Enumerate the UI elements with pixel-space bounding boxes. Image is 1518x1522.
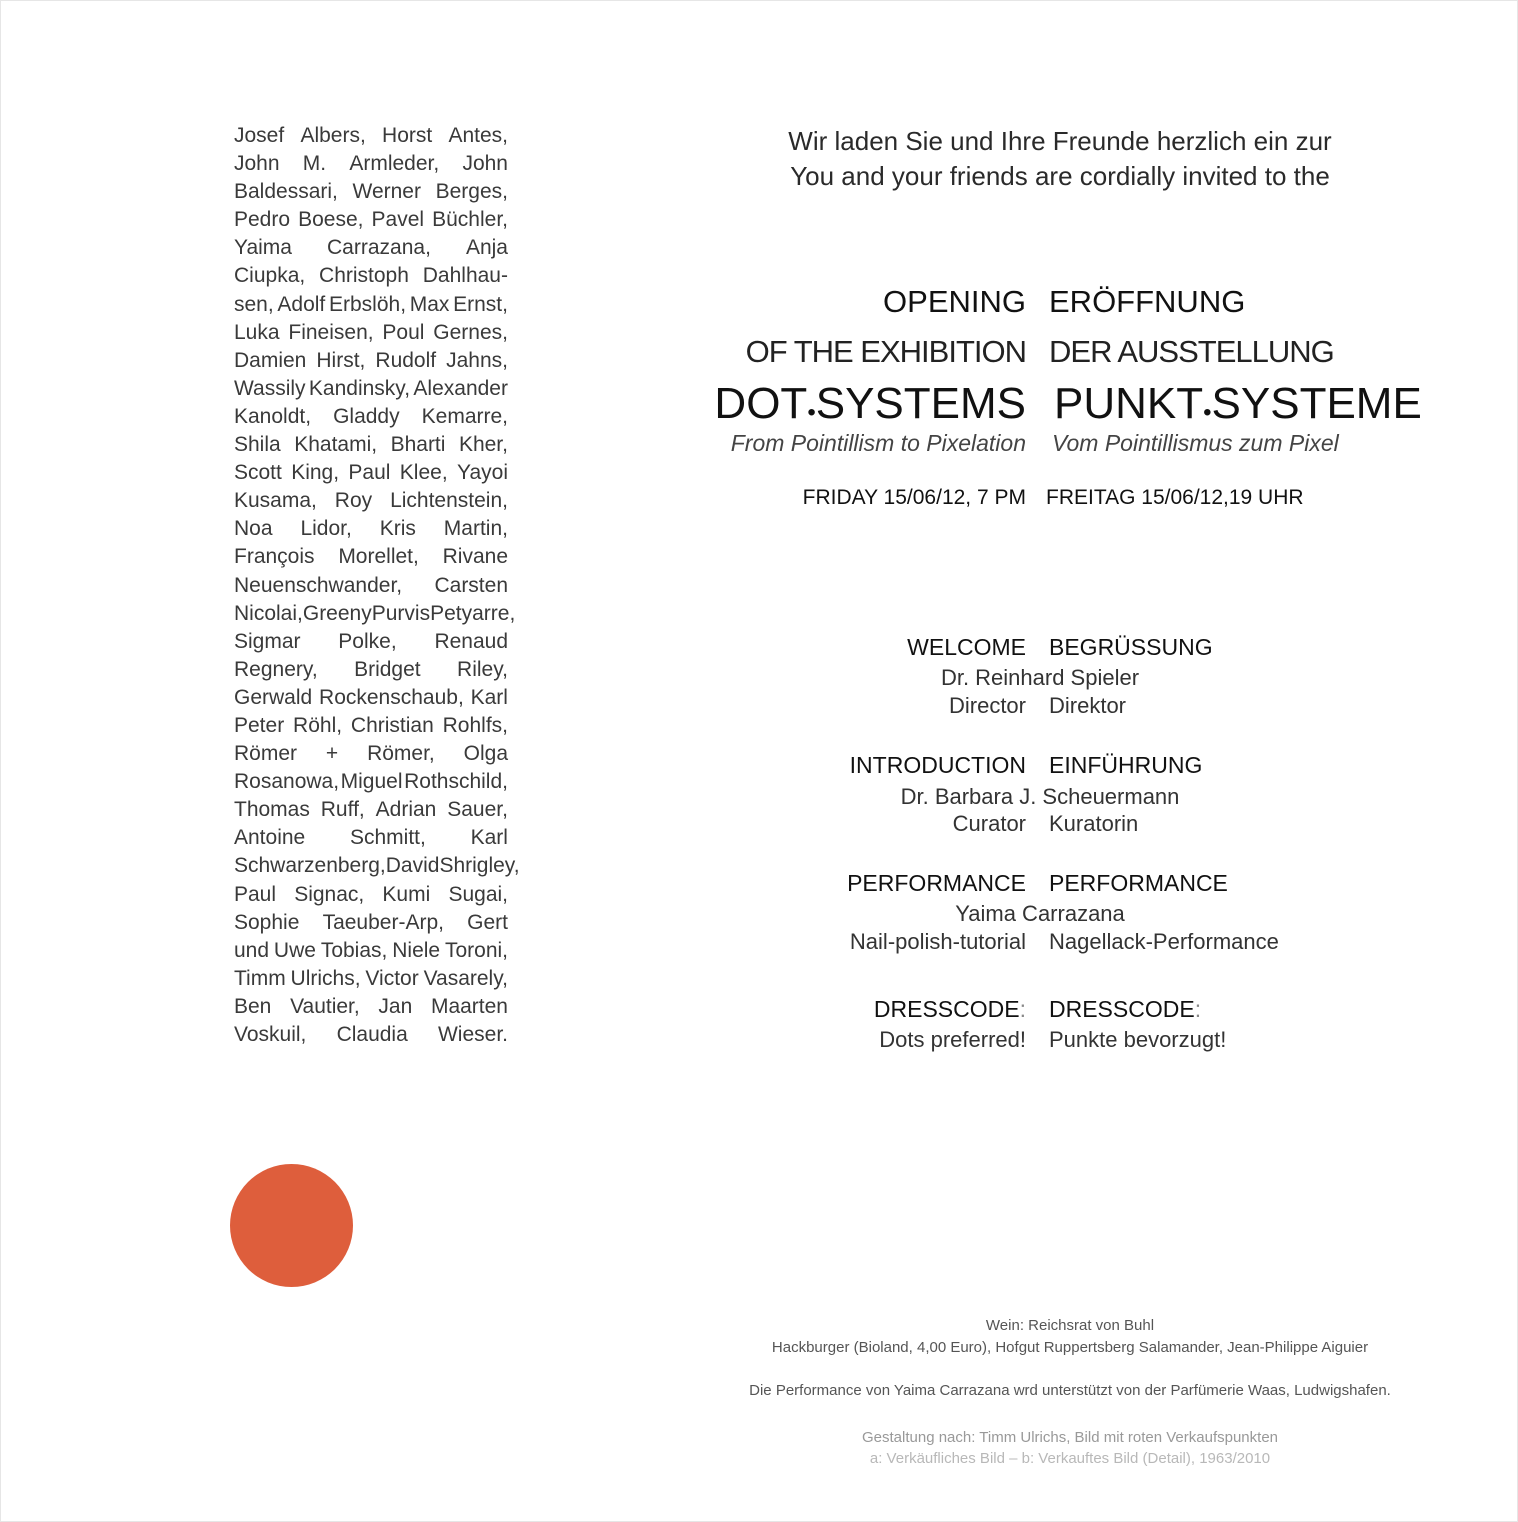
artist-word: Hirst,	[316, 348, 366, 372]
artist-word: Kher,	[458, 433, 508, 457]
artist-line	[234, 684, 508, 712]
artist-word: Martin,	[443, 517, 508, 541]
artist-word: Pavel	[371, 208, 425, 232]
artist-list	[234, 122, 520, 1049]
artist-word: Gernes,	[433, 320, 508, 344]
artist-word: M.	[302, 152, 327, 176]
artist-word: Carsten	[434, 573, 508, 597]
date-en: FRIDAY 15/06/12, 7 PM	[802, 486, 1026, 509]
artist-word: Werner	[352, 180, 421, 204]
artist-line	[234, 628, 508, 656]
artist-line	[234, 403, 508, 431]
artist-word: Ciupka,	[234, 264, 306, 288]
artist-word: Shrigley,	[439, 854, 520, 878]
artist-word: Sigmar	[234, 629, 301, 653]
artist-word: François	[234, 545, 315, 569]
artist-word: Gert	[467, 910, 508, 934]
artist-word: Claudia	[336, 1023, 408, 1046]
artist-word: Poul	[382, 320, 425, 344]
artist-word: Neuenschwander,	[234, 573, 403, 597]
artist-word: Lidor,	[300, 517, 352, 541]
exhibition-title-de: PUNKT•SYSTEME	[1054, 379, 1422, 428]
footer-design-detail: a: Verkäufliches Bild – b: Verkauftes Bild (Detail), 1963/2010	[869, 1450, 1271, 1467]
artist-word: Purvis	[371, 601, 431, 625]
performance-role-en: Nail-polish-tutorial	[849, 929, 1026, 954]
artist-line	[234, 319, 508, 347]
artist-line	[234, 1021, 508, 1049]
artist-word: Rothschild,	[404, 770, 508, 794]
artist-word: Victor	[365, 966, 419, 990]
artist-word: Albers,	[300, 124, 366, 147]
artist-word: Röhl,	[293, 713, 343, 737]
artist-word: Bridget	[354, 657, 421, 681]
artist-line	[234, 993, 508, 1021]
artist-word: Karl	[470, 826, 508, 850]
artist-word: Dahlhau-	[422, 264, 508, 288]
welcome-role-en: Director	[948, 693, 1026, 718]
artist-word: Jahns,	[446, 348, 508, 372]
artist-line	[234, 487, 508, 515]
artist-word: Ulrichs,	[290, 966, 361, 990]
artist-word: Kanoldt,	[234, 404, 312, 428]
dresscode-heading-en: DRESSCODE:	[873, 996, 1026, 1022]
artist-word: Tobias,	[320, 938, 388, 962]
artist-line	[234, 459, 508, 487]
dresscode-text-en: Dots preferred!	[879, 1027, 1026, 1052]
artist-word: Jan	[378, 994, 413, 1018]
artist-word: Uwe	[273, 938, 316, 962]
artist-word: Roy	[334, 489, 373, 513]
artist-line	[234, 234, 508, 262]
artist-word: Bharti	[390, 433, 446, 457]
artist-word: Rohlfs,	[442, 713, 508, 737]
exhibition-de: DER AUSSTELLUNG	[1049, 334, 1334, 369]
artist-line	[234, 122, 508, 150]
artist-word: Rivane	[442, 545, 508, 569]
artist-word: Kemarre,	[421, 404, 508, 428]
welcome-heading-en: WELCOME	[907, 634, 1026, 660]
artist-line	[234, 937, 508, 965]
artist-word: Büchler,	[432, 208, 508, 232]
artist-line	[234, 600, 516, 628]
artist-line	[234, 347, 508, 375]
footer-sponsor: Die Performance von Yaima Carrazana wrd unterstützt von der Parfümerie Waas, Ludwigshafen.	[749, 1382, 1391, 1399]
artist-word: Yayoi	[457, 461, 508, 485]
artist-word: Rudolf	[375, 348, 437, 372]
artist-word: Sophie	[234, 910, 300, 934]
artist-word: Baldessari,	[234, 180, 338, 204]
opening-de: ERÖFFNUNG	[1049, 284, 1246, 319]
artist-word: Wieser.	[437, 1023, 508, 1046]
introduction-heading-de: EINFÜHRUNG	[1049, 752, 1203, 778]
artist-word: Thomas	[234, 798, 310, 822]
artist-word: Schmitt,	[350, 826, 426, 850]
artist-word: Pedro	[234, 208, 291, 232]
footer-wine-title: Wein: Reichsrat von Buhl	[985, 1317, 1155, 1334]
performance-heading-de: PERFORMANCE	[1049, 870, 1228, 896]
artist-word: und	[234, 938, 270, 962]
artist-word: Rosanowa,	[234, 770, 340, 794]
artist-word: Römer,	[367, 742, 435, 766]
artist-word: Nicolai,	[234, 601, 303, 625]
introduction-heading-en: INTRODUCTION	[849, 752, 1026, 778]
artist-word: Kandinsky,	[308, 376, 411, 400]
artist-word: King,	[291, 461, 340, 485]
introduction-person: Dr. Barbara J. Scheuermann	[900, 784, 1180, 809]
invite-line-de: Wir laden Sie und Ihre Freunde herzlich ein zur	[788, 126, 1332, 156]
artist-word: Horst	[382, 124, 433, 147]
artist-line	[234, 740, 508, 768]
artist-line	[234, 965, 508, 993]
artist-word: Voskuil,	[234, 1023, 307, 1046]
artist-word: +	[325, 742, 339, 766]
welcome-person: Dr. Reinhard Spieler	[940, 665, 1140, 690]
artist-word: Berges,	[435, 180, 508, 204]
artist-word: Taeuber-Arp,	[322, 910, 444, 934]
invite-line-en: You and your friends are cordially invited to the	[790, 161, 1330, 191]
artist-line	[234, 431, 508, 459]
artist-word: Josef	[234, 124, 285, 147]
artist-line	[234, 150, 508, 178]
performance-person: Yaima Carrazana	[955, 901, 1125, 926]
artist-word: Fineisen,	[288, 320, 374, 344]
artist-word: Noa	[234, 517, 273, 541]
artist-word: Armleder,	[349, 152, 440, 176]
artist-word: Yaima	[234, 236, 292, 260]
artist-word: Sugai,	[448, 882, 508, 906]
artist-word: Adrian	[375, 798, 437, 822]
artist-line	[234, 881, 508, 909]
artist-word: Shila	[234, 433, 281, 457]
artist-word: Karl	[470, 685, 508, 709]
artist-word: Luka	[234, 320, 280, 344]
artist-word: Adolf	[277, 292, 326, 316]
artist-word: Signac,	[294, 882, 365, 906]
artist-word: Gerwald	[234, 685, 313, 709]
artist-word: Petyarre,	[430, 601, 516, 625]
artist-line	[234, 909, 508, 937]
artist-word: Alexander	[413, 376, 508, 400]
artist-word: Lichtenstein,	[390, 489, 508, 513]
artist-word: Peter	[234, 713, 285, 737]
introduction-role-en: Curator	[952, 811, 1026, 836]
artist-word: Antoine	[234, 826, 306, 850]
welcome-heading-de: BEGRÜSSUNG	[1049, 634, 1213, 660]
artist-word: Max	[409, 292, 450, 316]
subtitle-en: From Pointillism to Pixelation	[730, 430, 1026, 456]
artist-line	[234, 206, 508, 234]
artist-word: John	[234, 152, 280, 176]
artist-word: Morellet,	[338, 545, 419, 569]
artist-word: Kumi	[382, 882, 431, 906]
artist-word: Polke,	[338, 629, 397, 653]
artist-line	[234, 796, 508, 824]
artist-word: Ruff,	[320, 798, 365, 822]
artist-word: Kris	[379, 517, 416, 541]
artist-word: Ernst,	[453, 292, 508, 316]
artist-word: Römer	[234, 742, 298, 766]
artist-word: Olga	[463, 742, 508, 766]
artist-line	[234, 515, 508, 543]
artist-word: Antes,	[448, 124, 508, 147]
welcome-role-de: Direktor	[1049, 693, 1127, 718]
artist-word: Paul	[234, 882, 277, 906]
artist-line	[234, 712, 508, 740]
artist-word: Niele	[392, 938, 441, 962]
performance-role-de: Nagellack-Performance	[1049, 929, 1279, 954]
introduction-role-de: Kuratorin	[1049, 811, 1139, 836]
artist-line	[234, 852, 520, 880]
artist-word: Schwarzenberg,David	[234, 854, 440, 878]
artist-line	[234, 656, 508, 684]
artist-word: Anja	[465, 236, 508, 260]
date-de: FREITAG 15/06/12,19 UHR	[1046, 486, 1304, 509]
artist-word: Kusama,	[234, 489, 317, 513]
artist-word: John	[462, 152, 508, 176]
artist-line	[234, 291, 508, 319]
artist-word: Damien	[234, 348, 307, 372]
artist-word: Christian	[350, 713, 434, 737]
artist-word: Erbslöh,	[328, 292, 407, 316]
opening-en: OPENING	[883, 284, 1026, 319]
artist-word: Scott	[234, 461, 282, 485]
artist-word: Vasarely,	[423, 966, 508, 990]
footer-design-credit: Gestaltung nach: Timm Ulrichs, Bild mit roten Verkaufspunkten	[861, 1429, 1278, 1446]
artist-line	[234, 375, 508, 403]
artist-word: Renaud	[434, 629, 508, 653]
exhibition-en: OF THE EXHIBITION	[745, 334, 1026, 369]
artist-line	[234, 543, 508, 571]
exhibition-title-en: DOT•SYSTEMS	[714, 379, 1026, 428]
artist-word: Khatami,	[294, 433, 378, 457]
dresscode-heading-de: DRESSCODE:	[1049, 996, 1202, 1022]
invitation-text	[760, 124, 1360, 194]
artist-line	[234, 572, 508, 600]
artist-word: Paul	[348, 461, 391, 485]
artist-word: Christoph	[319, 264, 409, 288]
artist-word: Ben	[234, 994, 272, 1018]
artist-word: Wassily	[234, 376, 306, 400]
artist-word: Maarten	[430, 994, 508, 1018]
artist-word: Boese,	[298, 208, 364, 232]
artist-word: Miguel	[340, 770, 403, 794]
performance-heading-en: PERFORMANCE	[847, 870, 1026, 896]
footer-wine-list: Hackburger (Bioland, 4,00 Euro), Hofgut Ruppertsberg Salamander, Jean-Philippe Aiguier	[771, 1339, 1369, 1356]
artist-word: Riley,	[457, 657, 508, 681]
artist-word: Timm	[234, 966, 286, 990]
artist-word: Rockenschaub,	[319, 685, 464, 709]
artist-line	[234, 824, 508, 852]
artist-word: Toroni,	[444, 938, 508, 962]
artist-word: Gladdy	[333, 404, 400, 428]
artist-word: Greeny	[302, 601, 372, 625]
subtitle-de: Vom Pointillismus zum Pixel	[1052, 430, 1339, 456]
artist-line	[234, 768, 508, 796]
red-dot	[230, 1164, 353, 1287]
artist-word: Sauer,	[447, 798, 508, 822]
dresscode-text-de: Punkte bevorzugt!	[1049, 1027, 1227, 1052]
artist-word: Regnery,	[234, 657, 318, 681]
artist-line	[234, 262, 508, 290]
artist-word: Klee,	[399, 461, 448, 485]
artist-word: Vautier,	[290, 994, 360, 1018]
artist-word: Carrazana,	[327, 236, 431, 260]
artist-line	[234, 178, 508, 206]
artist-word: sen,	[234, 292, 274, 316]
